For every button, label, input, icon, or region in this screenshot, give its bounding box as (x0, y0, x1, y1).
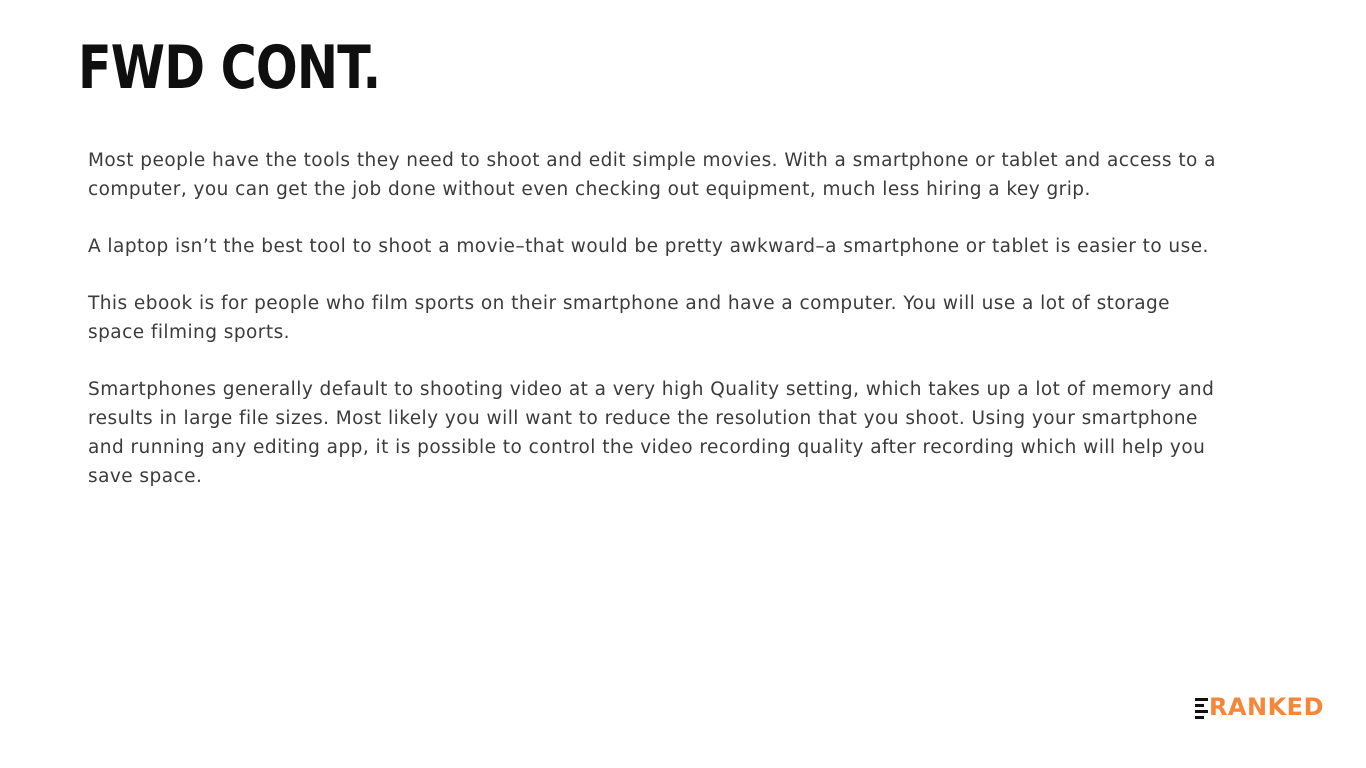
ranked-logo (1195, 694, 1324, 720)
paragraph: Smartphones generally default to shooting video at a very high Quality setting, which takes up a lot of memory and results in large file sizes. Most likely you will want to reduce the resolution that you shoot. Using your smartphone and running any editing app, it is possible to control the video recording quality after recording which will help you save space. (88, 379, 1215, 487)
film-strip-bar (1195, 704, 1204, 707)
logo-wordmark: RANKED (1208, 693, 1324, 721)
film-strip-bar (1195, 698, 1208, 701)
film-strip-bar (1195, 716, 1204, 719)
film-strip-icon (1195, 698, 1208, 719)
body-copy (88, 146, 1228, 491)
paragraph: A laptop isn’t the best tool to shoot a movie–that would be pretty awkward–a smartphone or tablet is easier to use. (88, 236, 1209, 257)
paragraph: Most people have the tools they need to shoot and edit simple movies. With a smartphone or tablet and access to a computer, you can get the job done without even checking out equipment, much less hiring a key grip. (88, 150, 1216, 200)
film-strip-bar (1195, 710, 1208, 713)
page-title: FWD CONT. (78, 33, 381, 103)
paragraph: This ebook is for people who film sports on their smartphone and have a computer. You will use a lot of storage space filming sports. (88, 293, 1171, 343)
